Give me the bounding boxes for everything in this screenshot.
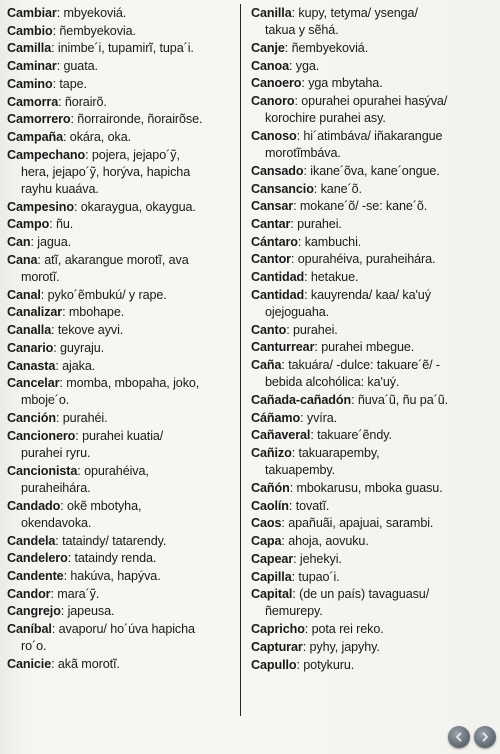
entry-definition: : purahei mbegue. bbox=[314, 340, 415, 355]
entry-definition: : pyko´ẽmbukú/ y rape. bbox=[40, 287, 167, 302]
dictionary-entry bbox=[7, 111, 233, 129]
entry-term: Campesino bbox=[7, 199, 74, 214]
entry-definition: : takuarapemby, bbox=[291, 446, 380, 461]
entry-term: Canoa bbox=[251, 58, 289, 73]
entry-definition: : atĩ, akarangue morotĩ, ava bbox=[37, 252, 189, 267]
entry-term: Cansado bbox=[251, 163, 304, 178]
entry-term: Cansancio bbox=[251, 181, 314, 196]
right-column bbox=[251, 5, 494, 674]
entry-definition: : ahoja, aovuku. bbox=[281, 534, 369, 549]
dictionary-entry bbox=[7, 358, 233, 376]
entry-definition: : tekove ayvi. bbox=[51, 323, 124, 338]
dictionary-entry-continuation bbox=[7, 164, 233, 182]
entry-definition: : mbyekoviá. bbox=[56, 6, 127, 20]
entry-term: Camorra bbox=[7, 94, 59, 109]
dictionary-entry bbox=[7, 322, 233, 340]
entry-term: Capear bbox=[251, 551, 294, 566]
entry-definition: : hakúva, hapýva. bbox=[63, 569, 161, 583]
dictionary-entry bbox=[7, 129, 233, 147]
dictionary-entry-continuation bbox=[7, 269, 233, 287]
dictionary-entry-continuation bbox=[251, 374, 494, 392]
entry-term: Canario bbox=[7, 340, 54, 355]
entry-definition: : tovatĩ. bbox=[288, 498, 330, 513]
entry-term: Candado bbox=[7, 498, 61, 513]
entry-term: Cañada-cañadón bbox=[251, 392, 352, 407]
dictionary-entry-continuation bbox=[251, 145, 494, 163]
entry-definition: : jagua. bbox=[30, 235, 72, 250]
dictionary-entry bbox=[7, 147, 233, 165]
entry-term: Cañizo bbox=[251, 446, 292, 461]
entry-definition: : momba, mbopaha, joko, bbox=[59, 376, 200, 391]
entry-term: Camilla bbox=[7, 41, 52, 56]
dictionary-entry bbox=[251, 551, 494, 569]
dictionary-entry bbox=[251, 621, 494, 639]
entry-definition: : ajaka. bbox=[55, 358, 96, 373]
entry-definition: : ñembyekoviá. bbox=[284, 40, 369, 55]
entry-definition: : opurahei opurahei hasýva/ bbox=[294, 94, 448, 109]
dictionary-entry-continuation bbox=[251, 22, 494, 40]
entry-definition: ojejoguaha. bbox=[265, 304, 330, 319]
entry-definition: : hetakue. bbox=[304, 270, 359, 285]
left-column bbox=[7, 5, 233, 674]
entry-definition: : yvíra. bbox=[300, 410, 338, 425]
entry-definition: : okẽ mbotyha, bbox=[60, 498, 142, 513]
entry-definition: : ñu. bbox=[49, 217, 74, 232]
dictionary-entry bbox=[7, 428, 233, 446]
dictionary-entry bbox=[7, 252, 233, 270]
entry-term: Caos bbox=[251, 516, 282, 531]
entry-definition: : mara´ỹ. bbox=[50, 586, 100, 601]
dictionary-entry bbox=[7, 498, 233, 516]
entry-definition: mboje´o. bbox=[21, 393, 70, 408]
entry-definition: : tupao´i. bbox=[291, 569, 340, 584]
entry-term: Candente bbox=[7, 569, 64, 583]
entry-term: Capilla bbox=[251, 569, 292, 584]
entry-definition: : takuára/ -dulce: takuare´ẽ/ - bbox=[281, 358, 441, 373]
dictionary-entry bbox=[7, 568, 233, 586]
dictionary-entry bbox=[251, 198, 494, 216]
dictionary-entry bbox=[7, 304, 233, 322]
dictionary-entry bbox=[251, 93, 494, 111]
entry-term: Capturar bbox=[251, 639, 303, 654]
dictionary-entry-continuation bbox=[7, 392, 233, 410]
entry-term: Cántaro bbox=[251, 234, 298, 249]
entry-term: Canicie bbox=[7, 657, 52, 672]
dictionary-entry bbox=[7, 5, 233, 23]
entry-definition: : potykuru. bbox=[296, 657, 355, 672]
dictionary-entry bbox=[251, 322, 494, 340]
entry-definition: morotĩ. bbox=[21, 270, 60, 285]
entry-term: Canilla bbox=[251, 6, 292, 20]
dictionary-entry-continuation bbox=[7, 181, 233, 199]
entry-definition: : opurahéiva, puraheihára. bbox=[290, 252, 436, 267]
entry-definition: : ñembyekovia. bbox=[52, 23, 136, 38]
entry-term: Canal bbox=[7, 287, 41, 302]
entry-definition: : yga. bbox=[289, 58, 320, 73]
dictionary-entry-continuation bbox=[7, 638, 233, 656]
entry-term: Candor bbox=[7, 586, 51, 601]
entry-definition: : mbokarusu, mboka guasu. bbox=[289, 480, 443, 495]
entry-term: Caminar bbox=[7, 59, 57, 74]
dictionary-entry bbox=[251, 586, 494, 604]
dictionary-entry bbox=[251, 58, 494, 76]
entry-definition: : kambuchi. bbox=[297, 234, 362, 249]
dictionary-entry bbox=[7, 533, 233, 551]
dictionary-entry-continuation bbox=[251, 304, 494, 322]
entry-term: Capital bbox=[251, 587, 293, 602]
entry-term: Caníbal bbox=[7, 622, 52, 637]
entry-term: Canasta bbox=[7, 358, 56, 373]
entry-term: Cambio bbox=[7, 23, 53, 38]
dictionary-entry bbox=[251, 5, 494, 23]
dictionary-entry bbox=[7, 287, 233, 305]
entry-term: Candela bbox=[7, 533, 56, 548]
entry-term: Capricho bbox=[251, 622, 305, 637]
entry-definition: : purahéi. bbox=[55, 411, 108, 426]
entry-term: Camino bbox=[7, 76, 53, 91]
dictionary-entry-continuation bbox=[251, 462, 494, 480]
entry-definition: : purahei kuatia/ bbox=[75, 428, 164, 443]
dictionary-entry bbox=[251, 216, 494, 234]
entry-term: Canto bbox=[251, 322, 287, 337]
entry-definition: : hi´atimbáva/ iñakarangue bbox=[296, 128, 443, 143]
entry-definition: takua y sẽhá. bbox=[265, 23, 339, 38]
entry-definition: : yga mbytaha. bbox=[301, 76, 383, 91]
dictionary-entry bbox=[7, 410, 233, 428]
dictionary-entry-continuation bbox=[7, 480, 233, 498]
dictionary-entry bbox=[7, 23, 233, 41]
dictionary-entry bbox=[251, 639, 494, 657]
entry-definition: : pojera, jejapo´ỹ, bbox=[85, 147, 180, 162]
entry-term: Cancionista bbox=[7, 463, 78, 478]
entry-definition: : kupy, tetyma/ ysenga/ bbox=[291, 6, 418, 20]
dictionary-entry bbox=[251, 515, 494, 533]
entry-term: Caolín bbox=[251, 498, 289, 513]
dictionary-entry bbox=[251, 480, 494, 498]
dictionary-entry bbox=[7, 621, 233, 639]
entry-term: Canoro bbox=[251, 94, 295, 109]
entry-term: Canalizar bbox=[7, 305, 63, 320]
dictionary-entry bbox=[251, 445, 494, 463]
dictionary-entry bbox=[251, 234, 494, 252]
entry-term: Cáñamo bbox=[251, 410, 301, 425]
entry-term: Canje bbox=[251, 40, 285, 55]
dictionary-entry bbox=[7, 76, 233, 94]
entry-term: Cana bbox=[7, 252, 38, 267]
entry-term: Cangrejo bbox=[7, 604, 61, 619]
entry-definition: : tape. bbox=[52, 76, 87, 91]
dictionary-entry bbox=[7, 550, 233, 568]
entry-term: Candelero bbox=[7, 551, 68, 566]
entry-term: Can bbox=[7, 235, 31, 250]
entry-definition: : takuare´ẽndy. bbox=[310, 428, 392, 443]
entry-term: Cambiar bbox=[7, 6, 57, 20]
dictionary-entry bbox=[251, 339, 494, 357]
dictionary-entry bbox=[251, 269, 494, 287]
dictionary-entry bbox=[251, 410, 494, 428]
dictionary-entry bbox=[7, 234, 233, 252]
entry-definition: : mbohape. bbox=[62, 305, 125, 320]
entry-definition: : ñorairõ. bbox=[58, 94, 107, 109]
dictionary-entry bbox=[251, 181, 494, 199]
dictionary-entry-continuation bbox=[251, 110, 494, 128]
entry-definition: : pota rei reko. bbox=[304, 622, 384, 637]
entry-definition: : akã morotĩ. bbox=[51, 657, 120, 672]
dictionary-entry bbox=[251, 657, 494, 675]
entry-definition: : avaporu/ ho´úva hapicha bbox=[51, 622, 195, 637]
entry-term: Capa bbox=[251, 534, 282, 549]
entry-term: Canoero bbox=[251, 76, 302, 91]
dictionary-entry bbox=[7, 340, 233, 358]
dictionary-entry bbox=[7, 603, 233, 621]
column-divider bbox=[240, 4, 241, 716]
entry-definition: hera, jejapo´ỹ, horýva, hapicha bbox=[21, 164, 191, 179]
entry-definition: : ikane´õva, kane´ongue. bbox=[303, 163, 440, 178]
entry-term: Cantor bbox=[251, 252, 291, 267]
entry-definition: : japeusa. bbox=[60, 604, 115, 619]
dictionary-entry bbox=[251, 40, 494, 58]
page-controls bbox=[448, 726, 496, 748]
entry-term: Cantidad bbox=[251, 287, 305, 302]
entry-definition: korochire purahei asy. bbox=[265, 111, 386, 126]
dictionary-entry bbox=[7, 375, 233, 393]
entry-definition: puraheihára. bbox=[21, 480, 91, 495]
dictionary-entry bbox=[251, 392, 494, 410]
chevron-left-icon bbox=[453, 731, 465, 743]
dictionary-entry bbox=[251, 128, 494, 146]
entry-definition: : apañuãi, apajuai, sarambi. bbox=[281, 516, 434, 531]
entry-term: Canturrear bbox=[251, 340, 315, 355]
entry-definition: : okára, oka. bbox=[63, 129, 132, 144]
chevron-right-icon bbox=[479, 731, 491, 743]
dictionary-entry bbox=[251, 357, 494, 375]
dictionary-entry bbox=[251, 251, 494, 269]
entry-definition: ro´o. bbox=[21, 639, 47, 654]
entry-definition: purahei ryru. bbox=[21, 446, 91, 461]
dictionary-entry bbox=[7, 94, 233, 112]
entry-term: Cañón bbox=[251, 480, 290, 495]
entry-definition: : (de un país) tavaguasu/ bbox=[292, 587, 430, 602]
entry-term: Campechano bbox=[7, 147, 86, 162]
entry-term: Campaña bbox=[7, 129, 63, 144]
dictionary-entry bbox=[7, 216, 233, 234]
entry-term: Campo bbox=[7, 217, 50, 232]
entry-definition: : purahei. bbox=[290, 216, 342, 231]
next-page-button[interactable] bbox=[474, 726, 496, 748]
entry-definition: : inimbe´i, tupamirĩ, tupa´i. bbox=[51, 41, 194, 56]
entry-term: Cancionero bbox=[7, 428, 76, 443]
dictionary-entry bbox=[7, 656, 233, 674]
entry-definition: morotĩmbáva. bbox=[265, 146, 341, 161]
entry-term: Cancelar bbox=[7, 376, 60, 391]
entry-definition: rayhu kuaáva. bbox=[21, 182, 99, 197]
dictionary-entry-continuation bbox=[7, 445, 233, 463]
entry-definition: : ñuva´ũ, ñu pa´ũ. bbox=[351, 392, 448, 407]
dictionary-entry bbox=[7, 40, 233, 58]
entry-definition: ñemurepy. bbox=[265, 604, 323, 619]
entry-definition: : opurahéiva, bbox=[77, 463, 149, 478]
entry-term: Canción bbox=[7, 411, 56, 426]
entry-definition: : pyhy, japyhy. bbox=[302, 639, 380, 654]
entry-definition: : jehekyi. bbox=[293, 551, 342, 566]
entry-definition: : guata. bbox=[56, 59, 98, 74]
entry-definition: : kauyrenda/ kaa/ ka'uý bbox=[304, 287, 431, 302]
dictionary-entry bbox=[251, 287, 494, 305]
entry-definition: : kane´õ. bbox=[313, 181, 362, 196]
dictionary-entry-continuation bbox=[251, 603, 494, 621]
entry-term: Camorrero bbox=[7, 112, 71, 127]
entry-definition: : tataindy renda. bbox=[67, 551, 157, 566]
dictionary-entry bbox=[251, 75, 494, 93]
entry-definition: : tataindy/ tatarendy. bbox=[55, 533, 167, 548]
dictionary-entry-continuation bbox=[7, 515, 233, 533]
entry-definition: : guyraju. bbox=[53, 340, 105, 355]
entry-term: Cañaveral bbox=[251, 428, 311, 443]
prev-page-button[interactable] bbox=[448, 726, 470, 748]
entry-term: Canalla bbox=[7, 323, 52, 338]
entry-definition: okendavoka. bbox=[21, 515, 92, 530]
dictionary-entry bbox=[7, 199, 233, 217]
dictionary-entry bbox=[251, 498, 494, 516]
entry-term: Caña bbox=[251, 358, 282, 373]
entry-definition: : ñorraironde, ñorairõse. bbox=[70, 112, 203, 127]
dictionary-entry bbox=[7, 586, 233, 604]
entry-definition: : okaraygua, okaygua. bbox=[73, 199, 196, 214]
entry-term: Capullo bbox=[251, 657, 297, 672]
dictionary-entry bbox=[251, 569, 494, 587]
dictionary-entry bbox=[251, 163, 494, 181]
dictionary-entry bbox=[251, 427, 494, 445]
entry-term: Canoso bbox=[251, 128, 297, 143]
entry-term: Cansar bbox=[251, 199, 294, 214]
entry-definition: bebida alcohólica: ka'uý. bbox=[265, 375, 400, 390]
entry-definition: : purahei. bbox=[286, 322, 338, 337]
dictionary-entry bbox=[7, 463, 233, 481]
entry-term: Cantidad bbox=[251, 270, 305, 285]
entry-definition: : mokane´õ/ -se: kane´õ. bbox=[293, 199, 428, 214]
dictionary-entry bbox=[7, 58, 233, 76]
entry-definition: takuapemby. bbox=[265, 463, 336, 478]
entry-term: Cantar bbox=[251, 216, 291, 231]
dictionary-entry bbox=[251, 533, 494, 551]
